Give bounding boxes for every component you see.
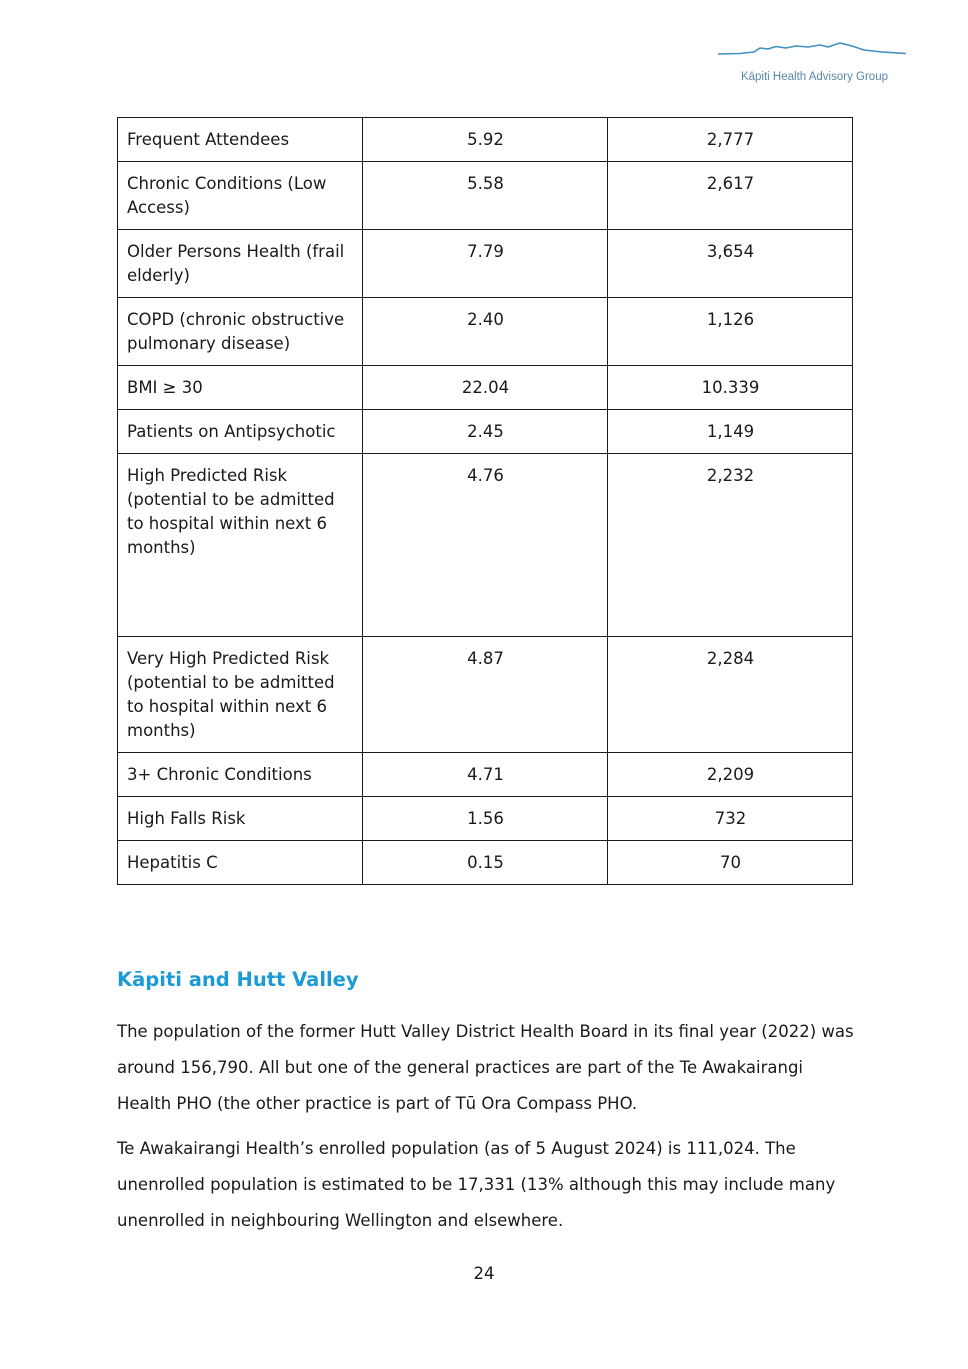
- count-cell: 70: [608, 841, 853, 885]
- count-cell: 732: [608, 797, 853, 841]
- percent-cell: 1.56: [363, 797, 608, 841]
- health-indicators-table: [117, 117, 853, 885]
- count-cell: 1,149: [608, 410, 853, 454]
- table-row: [118, 797, 853, 841]
- count-cell: 2,777: [608, 118, 853, 162]
- percent-cell: 4.71: [363, 753, 608, 797]
- count-cell: 2,209: [608, 753, 853, 797]
- indicator-label-cell: Frequent Attendees: [118, 118, 363, 162]
- percent-cell: 2.45: [363, 410, 608, 454]
- indicator-label-cell: High Falls Risk: [118, 797, 363, 841]
- table-row: [118, 454, 853, 637]
- table-row: [118, 410, 853, 454]
- table-row: [118, 366, 853, 410]
- count-cell: 2,232: [608, 454, 853, 637]
- section-heading: Kāpiti and Hutt Valley: [117, 968, 359, 991]
- page-number: 24: [473, 1264, 495, 1283]
- paragraph-population: The population of the former Hutt Valley District Health Board in its final year (2022) was around 156,790. All but one of the general practices are part of the Te Awakairangi Health PHO (the other practice is part of Tū Ora Compass PHO.: [117, 1022, 854, 1113]
- table-row: [118, 230, 853, 298]
- table-row: [118, 118, 853, 162]
- table-row: [118, 841, 853, 885]
- indicator-label-cell: Older Persons Health (frail elderly): [118, 230, 363, 298]
- header-logo: [716, 38, 908, 90]
- percent-cell: 7.79: [363, 230, 608, 298]
- percent-cell: 5.92: [363, 118, 608, 162]
- count-cell: 2,617: [608, 162, 853, 230]
- count-cell: 10.339: [608, 366, 853, 410]
- table-row: [118, 298, 853, 366]
- paragraph-enrolment: Te Awakairangi Health’s enrolled population (as of 5 August 2024) is 111,024. The unenrolled population is estimated to be 17,331 (13% although this may include many unenrolled in neighbouring Wellington and elsewhere.: [117, 1139, 836, 1230]
- indicator-label-cell: BMI ≥ 30: [118, 366, 363, 410]
- count-cell: 3,654: [608, 230, 853, 298]
- indicator-label-cell: 3+ Chronic Conditions: [118, 753, 363, 797]
- indicator-label-cell: COPD (chronic obstructive pulmonary disease): [118, 298, 363, 366]
- indicator-label-cell: High Predicted Risk (potential to be admitted to hospital within next 6 months): [118, 454, 363, 637]
- percent-cell: 4.87: [363, 637, 608, 753]
- table-row: [118, 637, 853, 753]
- table-row: [118, 753, 853, 797]
- logo-text: Kāpiti Health Advisory Group: [740, 71, 888, 83]
- count-cell: 1,126: [608, 298, 853, 366]
- indicator-label-cell: Patients on Antipsychotic: [118, 410, 363, 454]
- indicator-label-cell: Hepatitis C: [118, 841, 363, 885]
- percent-cell: 22.04: [363, 366, 608, 410]
- percent-cell: 5.58: [363, 162, 608, 230]
- percent-cell: 4.76: [363, 454, 608, 637]
- percent-cell: 2.40: [363, 298, 608, 366]
- indicator-label-cell: Very High Predicted Risk (potential to be admitted to hospital within next 6 months): [118, 637, 363, 753]
- count-cell: 2,284: [608, 637, 853, 753]
- percent-cell: 0.15: [363, 841, 608, 885]
- indicator-label-cell: Chronic Conditions (Low Access): [118, 162, 363, 230]
- mountain-line-icon: [716, 38, 908, 62]
- table-row: [118, 162, 853, 230]
